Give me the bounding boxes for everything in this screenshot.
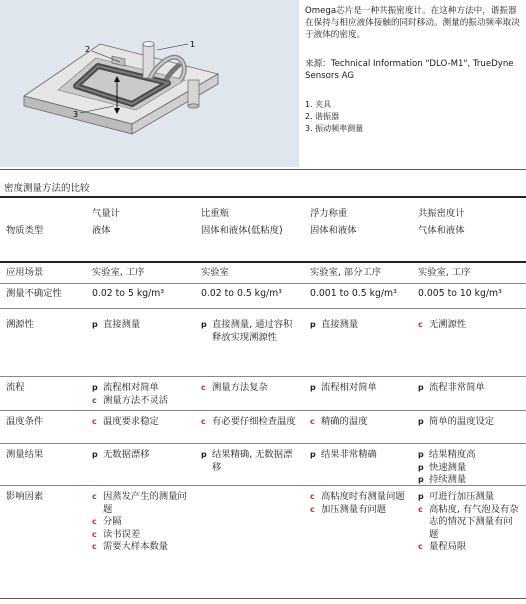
cell-traceability-resonance [416, 319, 520, 332]
item-text: 实验室, 工序 [418, 267, 471, 278]
cell-process-buoyancy [308, 382, 408, 395]
cell-application-pycnometer [199, 267, 299, 280]
cell-value [416, 288, 520, 301]
item-text: 实验室, 工序 [92, 267, 145, 278]
con-bullet-icon: c [92, 529, 97, 539]
pro-bullet-icon: p [92, 383, 98, 392]
row-divider [0, 308, 526, 309]
row-label-uncertainty: 测量不确定性 [6, 288, 62, 299]
row-label-factors: 影响因素 [6, 491, 44, 502]
item-text: 流程相对简单 [321, 382, 377, 393]
substance-resonance: 气体和液体 [418, 225, 465, 236]
con-bullet-icon: c [92, 542, 97, 551]
cell-factors-resonance [416, 491, 520, 554]
callout-2: 2 [85, 45, 91, 54]
item-text: 高粘度, 有气泡及有杂志的情况下测量有问题 [429, 503, 519, 540]
cell-application-resonance [416, 267, 520, 280]
item-text: 0.001 to 0.5 kg/m³ [310, 288, 397, 299]
pro-item [416, 462, 520, 475]
item-text: 快速测量 [429, 461, 467, 473]
cell-uncertainty-buoyancy [308, 288, 408, 301]
cell-temperature-gasometer [90, 416, 190, 429]
pro-bullet-icon: p [418, 450, 424, 459]
con-bullet-icon: c [310, 492, 315, 501]
cell-value [416, 267, 520, 280]
legend-item-resonator: 2. 谐振器 [305, 112, 340, 121]
con-bullet-icon: c [418, 504, 423, 514]
pro-item [90, 319, 190, 332]
item-text: 直接测量, 通过容积释放实现溯源性 [212, 319, 293, 343]
pro-item [416, 382, 520, 395]
item-text: 温度要求稳定 [103, 416, 159, 427]
pro-bullet-icon: p [201, 450, 207, 459]
cell-value [90, 267, 190, 280]
pro-bullet-icon: p [418, 383, 424, 392]
con-item [199, 416, 299, 429]
item-text: 流程相对简单 [103, 382, 159, 393]
item-text: 有必要仔细检查温度 [212, 416, 296, 427]
legend-item-frequency: 3. 振动频率测量 [305, 124, 364, 133]
item-text: 结果精度高 [429, 449, 476, 460]
substance-pycnometer: 固体和液体(低粘度) [201, 225, 283, 236]
item-text: 持续测量 [429, 474, 467, 485]
cell-value [308, 267, 408, 280]
pro-bullet-icon: p [201, 320, 207, 329]
con-item [90, 529, 190, 542]
item-text: 高粘度时有测量问题 [321, 491, 405, 502]
row-divider [0, 283, 526, 284]
pro-bullet-icon: p [418, 475, 424, 484]
item-text: 无数据漂移 [103, 449, 150, 460]
row-divider [0, 410, 526, 411]
col-header-resonance: 共振密度计 [418, 208, 465, 219]
cell-results-gasometer [90, 449, 190, 462]
con-bullet-icon: c [92, 417, 97, 426]
cell-uncertainty-gasometer [90, 288, 190, 301]
item-text: 分隔 [103, 516, 122, 527]
item-text: 实验室, 部分工序 [310, 267, 381, 278]
pro-item [90, 382, 190, 395]
pro-item [308, 449, 408, 462]
cell-traceability-buoyancy [308, 319, 408, 332]
cell-traceability-gasometer [90, 319, 190, 332]
cell-application-buoyancy [308, 267, 408, 280]
item-text: 精确的温度 [321, 416, 368, 427]
pro-bullet-icon: p [418, 462, 424, 472]
item-text: 结果精确, 无数据漂移 [212, 449, 293, 473]
pro-bullet-icon: p [310, 383, 316, 392]
item-text: 量程局限 [429, 541, 467, 552]
item-text: 无溯源性 [429, 319, 467, 330]
cell-uncertainty-resonance [416, 288, 520, 301]
item-text: 可进行加压测量 [429, 491, 495, 502]
top-rule [0, 169, 526, 170]
col-header-pycnometer: 比重瓶 [201, 208, 229, 219]
table-title: 密度测量方法的比较 [4, 183, 90, 194]
con-bullet-icon: c [201, 417, 206, 426]
item-text: 测量方法复杂 [212, 382, 268, 393]
item-text: 直接测量 [103, 319, 141, 330]
row-label-results: 测量结果 [6, 449, 44, 460]
con-bullet-icon: c [310, 504, 315, 514]
item-text: 流程非常简单 [429, 382, 485, 393]
caption-legend [305, 99, 523, 135]
row-label-temperature: 温度条件 [6, 416, 44, 427]
con-bullet-icon: c [92, 492, 97, 501]
substance-gasometer: 液体 [92, 225, 111, 236]
cell-uncertainty-pycnometer [199, 288, 299, 301]
con-bullet-icon: c [418, 542, 423, 551]
con-bullet-icon: c [92, 395, 97, 405]
caption-description: Omega芯片是一种共振密度计。在这种方法中，谐振器在保持与相应液体接触的同时移动。测量的振动频率取决于液体的密度。 [305, 6, 520, 40]
pro-item [199, 449, 299, 474]
item-text: 测量方法不灵活 [103, 394, 169, 406]
con-item [416, 319, 520, 332]
pro-bullet-icon: p [418, 417, 424, 426]
cell-process-resonance [416, 382, 520, 395]
pro-item [416, 491, 520, 504]
omega-chip-drawing [0, 0, 299, 167]
item-text: 直接测量 [321, 319, 359, 330]
con-item [308, 491, 408, 504]
con-item [90, 395, 190, 408]
pro-bullet-icon: p [310, 320, 316, 329]
header-rule-top [0, 196, 526, 198]
con-bullet-icon: c [201, 383, 206, 392]
item-text: 结果非常精确 [321, 449, 377, 460]
header-rule-bottom [0, 261, 526, 263]
con-item [90, 491, 190, 516]
cell-application-gasometer [90, 267, 190, 280]
item-text: 读书误差 [103, 528, 141, 540]
figure-caption [305, 5, 523, 135]
pro-item [199, 319, 299, 344]
pro-item [308, 319, 408, 332]
item-text: 简单的温度设定 [429, 416, 495, 427]
row-divider [0, 485, 526, 486]
con-item [90, 516, 190, 529]
cell-results-resonance [416, 449, 520, 487]
cell-process-gasometer [90, 382, 190, 407]
cell-temperature-buoyancy [308, 416, 408, 429]
con-item [90, 416, 190, 429]
pro-bullet-icon: p [418, 492, 424, 501]
con-item [308, 416, 408, 429]
caption-source: 来源：Technical Information "DLO-M1", TrueDyne Sensors AG [305, 59, 514, 81]
pro-item [416, 416, 520, 429]
col-header-gasometer: 气量计 [92, 208, 120, 219]
con-item [90, 541, 190, 554]
cell-value [199, 267, 299, 280]
cell-value [90, 288, 190, 301]
item-text: 0.005 to 10 kg/m³ [418, 288, 502, 299]
con-item [416, 541, 520, 554]
con-item [416, 504, 520, 542]
row-header-substance: 物质类型 [6, 225, 44, 236]
pro-item [90, 449, 190, 462]
cell-value [308, 288, 408, 301]
cell-results-pycnometer [199, 449, 299, 474]
bottom-rule [0, 598, 526, 599]
legend-item-clamp: 1. 夹具 [305, 100, 332, 109]
item-text: 加压测量有问题 [321, 503, 387, 515]
cell-results-buoyancy [308, 449, 408, 462]
item-text: 需要大样本数量 [103, 541, 169, 552]
con-bullet-icon: c [418, 320, 423, 329]
cell-value [199, 288, 299, 301]
row-divider [0, 376, 526, 377]
con-bullet-icon: c [310, 417, 315, 426]
col-header-buoyancy: 浮力称重 [310, 208, 348, 219]
cell-temperature-pycnometer [199, 416, 299, 429]
pro-item [416, 449, 520, 462]
pro-bullet-icon: p [92, 450, 98, 459]
substance-buoyancy: 固体和液体 [310, 225, 357, 236]
cell-factors-gasometer [90, 491, 190, 554]
row-label-process: 流程 [6, 382, 25, 393]
row-label-traceability: 溯源性 [6, 319, 34, 330]
cell-temperature-resonance [416, 416, 520, 429]
item-text: 0.02 to 0.5 kg/m³ [201, 288, 282, 299]
con-item [199, 382, 299, 395]
callout-1: 1 [190, 40, 196, 49]
item-text: 0.02 to 5 kg/m³ [92, 288, 165, 299]
con-item [308, 504, 408, 517]
callout-3: 3 [73, 110, 79, 119]
row-label-application: 应用场景 [6, 267, 44, 278]
row-divider [0, 443, 526, 444]
con-bullet-icon: c [92, 517, 97, 526]
pro-item [308, 382, 408, 395]
item-text: 实验室 [201, 267, 229, 278]
pro-bullet-icon: p [310, 450, 316, 459]
item-text: 因蒸发产生的测量问题 [103, 491, 187, 515]
cell-process-pycnometer [199, 382, 299, 395]
resonator-illustration [0, 0, 299, 167]
cell-factors-buoyancy [308, 491, 408, 516]
pro-bullet-icon: p [92, 320, 98, 329]
cell-traceability-pycnometer [199, 319, 299, 344]
